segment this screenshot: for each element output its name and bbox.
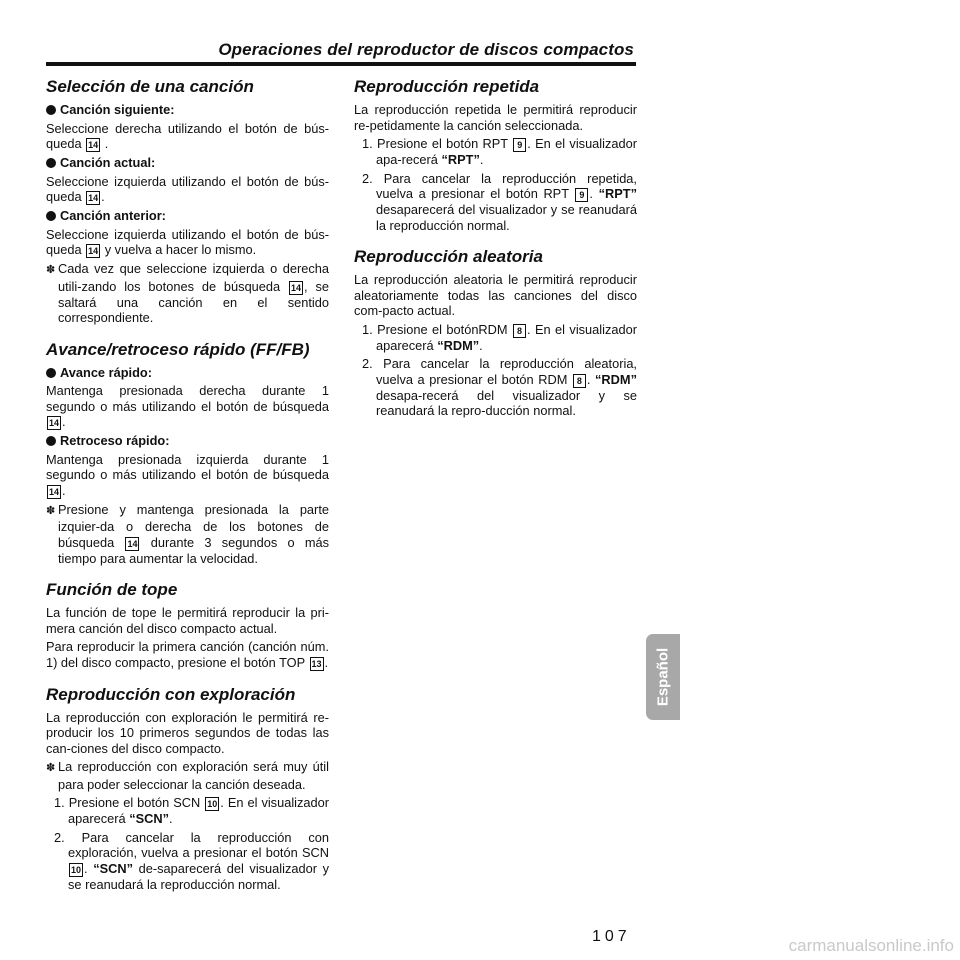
step-rpt-1: 1. Presione el botón RPT 9 . En el visualizador apa-recerá “RPT”. [362, 136, 637, 167]
page-number: 107 [592, 928, 631, 945]
bullet-current-track: Canción actual: [46, 155, 329, 171]
button-ref-key: 10 [207, 799, 218, 809]
paragraph-exploracion: La reproducción con exploración le permitirá re-producir los 10 primeros segundos de todas las can-ciones del disco compacto. [46, 709, 329, 756]
note-ff-fb: ✽ Presione y mantenga presionada la parte izquier-da o derecha de los botones de búsqueda 14 durante 3 segundos o más tiempo para aumentar la velocidad. [46, 501, 329, 566]
paragraph-tope-2: Para reproducir la primera canción (canción núm. 1) del disco compacto, presione el botón TOP 13 . [46, 639, 329, 670]
button-ref-key: 9 [513, 138, 526, 152]
button-ref-key: 14 [88, 246, 99, 256]
button-ref-key: 10 [71, 864, 82, 875]
bullet-fast-back: Retroceso rápido: [46, 433, 329, 449]
watermark: carmanualsonline.info [788, 936, 954, 955]
button-ref-key: 14 [49, 486, 60, 497]
bullet-dot [46, 436, 56, 446]
paragraph-fast-back: Mantenga presionada izquierda durante 1 segundo o más utilizando el botón de búsqueda 14 . [46, 451, 329, 498]
paragraph-repetida: La reproducción repetida le permitirá reproducir re-petidamente la canción seleccionada. [354, 102, 637, 133]
section-heading-aleatoria: Reproducción aleatoria [354, 247, 543, 266]
paragraph-previous-track: Seleccione izquierda utilizando el botón de bús-queda 14 y vuelva a hacer lo mismo. [46, 226, 329, 257]
section-heading-ff-fb: Avance/retroceso rápido (FF/FB) [46, 339, 310, 359]
right-column [354, 76, 637, 422]
button-ref-key: 14 [127, 538, 138, 549]
paragraph-next-track: Seleccione derecha utilizando el botón de bús-queda 14 . [46, 120, 329, 151]
header-rule [46, 62, 636, 66]
step-rpt-2: 2. Para cancelar la reproducción repetida, vuelva a presionar el botón RPT 9 . “RPT” desaparecerá del visualizador y se reanudará la reproducción normal. [362, 170, 637, 233]
button-ref-key: 14 [88, 140, 99, 150]
section-heading-seleccion: Selección de una canción [46, 77, 254, 96]
button-ref-key: 13 [311, 658, 322, 669]
note-exploracion: ✽ La reproducción con exploración será muy útil para poder seleccionar la canción deseada. [46, 759, 329, 792]
paragraph-tope-1: La función de tope le permitirá reproducir la pri-mera canción del disco compacto actual. [46, 605, 329, 636]
bullet-dot [46, 368, 56, 378]
note-star-icon: ✽ [46, 504, 56, 517]
page-header-title: Operaciones del reproductor de discos compactos [218, 40, 634, 59]
bullet-dot [46, 158, 56, 168]
button-ref-key: 14 [291, 282, 302, 293]
note-seleccion: ✽ Cada vez que seleccione izquierda o derecha utili-zando los botones de búsqueda 14 , se saltará una canción en el sentido correspondiente. [46, 261, 329, 325]
button-ref-key: 14 [49, 418, 60, 428]
paragraph-aleatoria: La reproducción aleatoria le permitirá reproducir aleatoriamente todas las canciones del disco com-pacto actual. [354, 272, 637, 318]
button-ref-key: 8 [573, 374, 586, 388]
paragraph-fast-forward: Mantenga presionada derecha durante 1 segundo o más utilizando el botón de búsqueda 14 . [46, 383, 329, 429]
button-ref-key: 8 [513, 324, 526, 338]
bullet-dot [46, 211, 56, 221]
step-rdm-2: 2. Para cancelar la reproducción aleatoria, vuelva a presionar el botón RDM 8 . “RDM” desapa-recerá del visualizador y se reanudará la repro-ducción normal. [362, 356, 637, 418]
bullet-previous-track: Canción anterior: [46, 208, 329, 224]
note-star-icon: ✽ [46, 762, 56, 774]
step-scan-1: 1. Presione el botón SCN 10 . En el visualizador aparecerá “SCN”. [54, 795, 330, 826]
language-side-tab [646, 634, 680, 720]
note-star-icon: ✽ [46, 264, 56, 276]
button-ref-key: 14 [88, 193, 99, 203]
section-heading-tope: Función de tope [46, 580, 178, 599]
step-scan-2: 2. Para cancelar la reproducción con exploración, vuelva a presionar el botón SCN 10 . “SCN” de-saparecerá del visualizador y se reanudará la reproducción normal. [54, 829, 329, 892]
step-rdm-1: 1. Presione el botónRDM 8 . En el visualizador aparecerá “RDM”. [362, 321, 637, 353]
bullet-dot [46, 105, 56, 115]
left-column [46, 76, 329, 895]
section-heading-exploracion: Reproducción con exploración [46, 684, 296, 704]
language-side-tab-label: Español [654, 647, 672, 707]
button-ref-key: 9 [575, 188, 588, 202]
paragraph-current-track: Seleccione izquierda utilizando el botón de bús-queda 14 . [46, 173, 329, 204]
bullet-next-track: Canción siguiente: [46, 102, 329, 118]
bullet-fast-forward: Avance rápido: [46, 365, 329, 381]
section-heading-repetida: Reproducción repetida [354, 77, 540, 96]
